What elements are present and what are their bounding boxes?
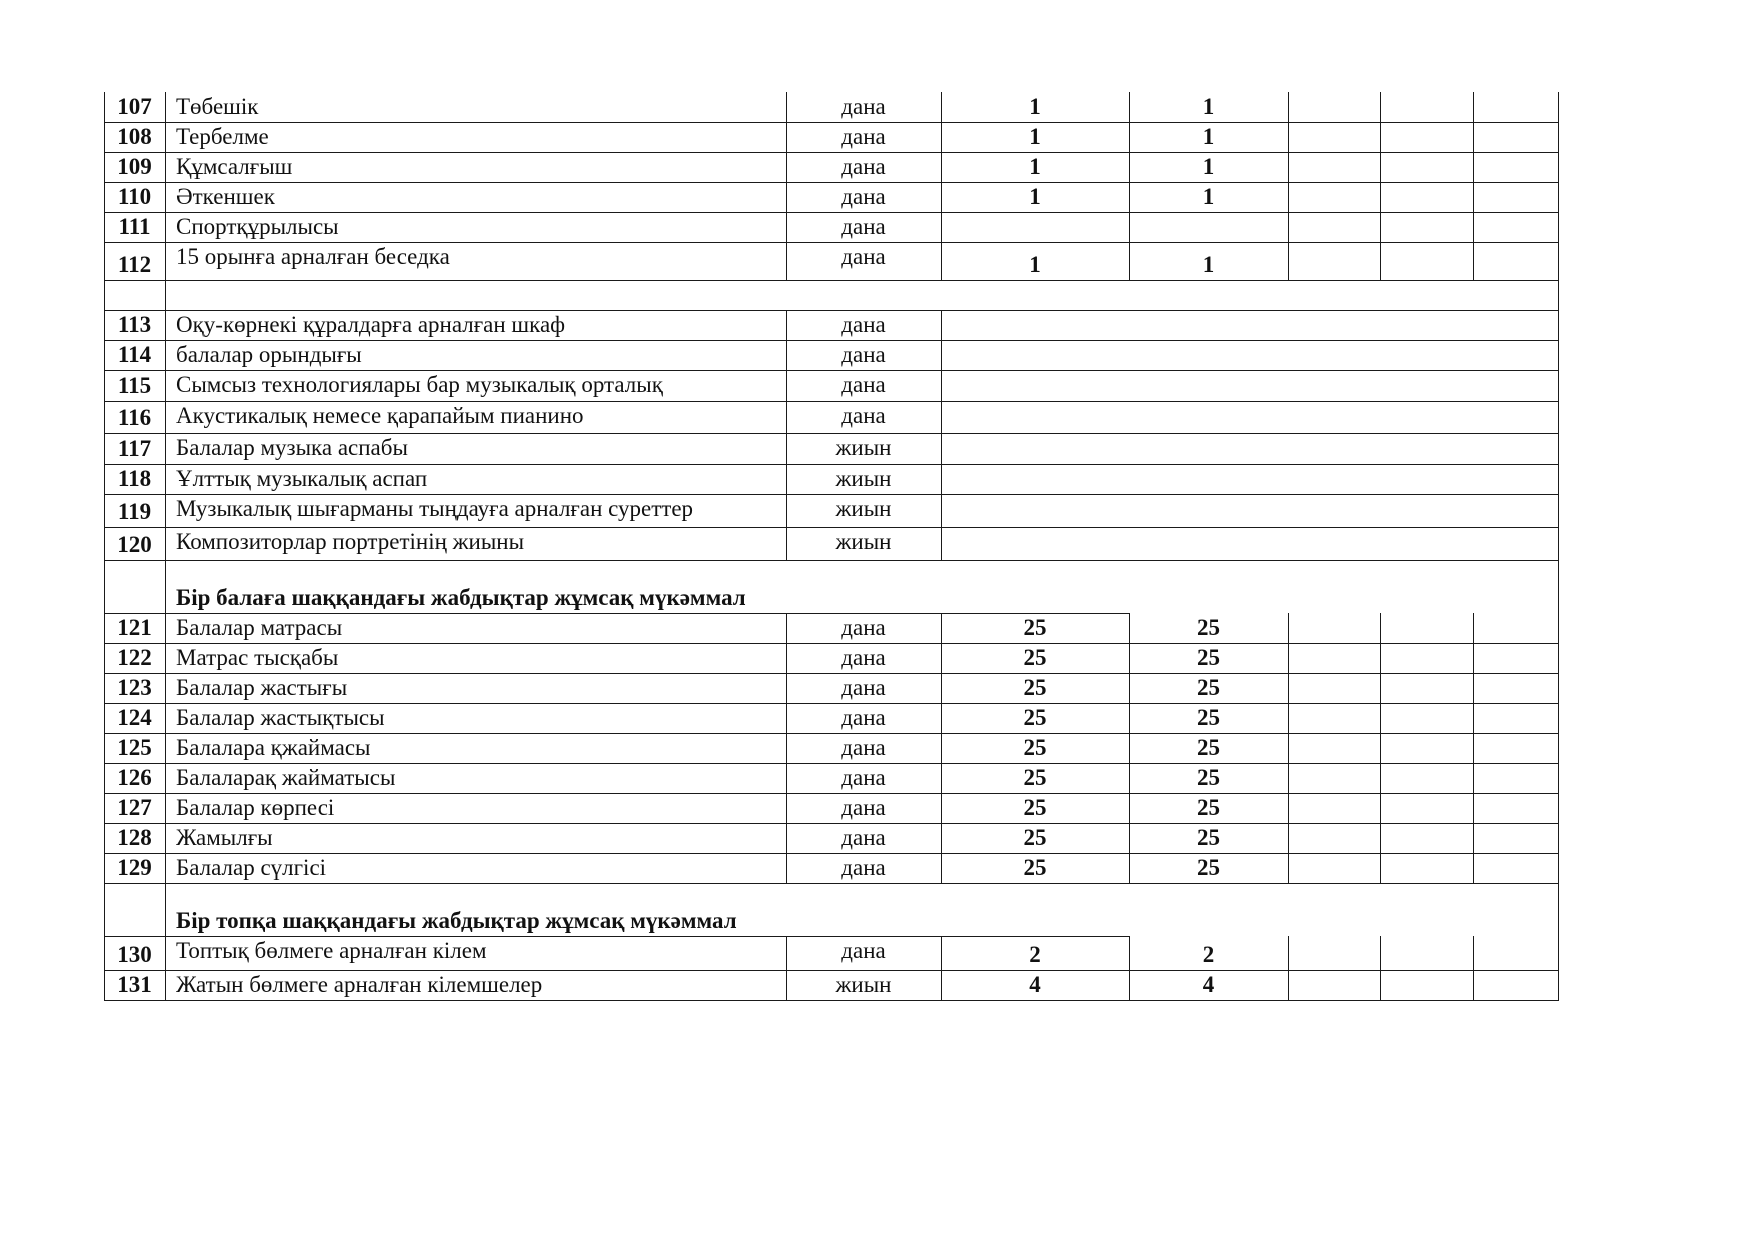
item-unit: дана xyxy=(841,675,886,700)
item-unit: дана xyxy=(841,94,886,119)
quantity-cell: 1 xyxy=(1202,94,1215,119)
column-divider xyxy=(1129,122,1130,152)
item-name: Балаларақ жайматысы xyxy=(176,765,396,790)
column-divider xyxy=(1473,733,1474,763)
column-divider xyxy=(1380,92,1381,122)
item-unit: дана xyxy=(841,312,886,337)
item-name: 15 орынға арналған беседка xyxy=(176,244,450,269)
quantity-cell: 1 xyxy=(1029,124,1041,149)
column-divider xyxy=(786,763,787,793)
quantity-cell: 4 xyxy=(1202,972,1215,997)
column-divider xyxy=(786,703,787,733)
quantity-cell: 1 xyxy=(1202,154,1215,179)
item-name: Балалар жастықтысы xyxy=(176,705,385,730)
column-divider xyxy=(1288,643,1289,673)
column-divider xyxy=(1288,763,1289,793)
column-divider xyxy=(1288,212,1289,242)
column-divider xyxy=(786,122,787,152)
row-number: 125 xyxy=(117,735,152,760)
column-divider xyxy=(1129,152,1130,182)
column-divider xyxy=(1380,793,1381,823)
quantity-cell: 25 xyxy=(1023,645,1047,670)
quantity-cell: 1 xyxy=(1202,184,1215,209)
column-divider xyxy=(1129,936,1130,970)
column-divider xyxy=(1129,763,1130,793)
column-divider xyxy=(1288,703,1289,733)
column-divider xyxy=(1288,970,1289,1000)
quantity-cell: 25 xyxy=(1023,825,1047,850)
quantity-cell: 25 xyxy=(1023,735,1047,760)
row-number: 129 xyxy=(117,855,152,880)
column-divider xyxy=(786,340,787,370)
column-divider xyxy=(1473,643,1474,673)
item-unit: дана xyxy=(841,795,886,820)
column-divider xyxy=(1288,733,1289,763)
column-divider xyxy=(786,433,787,464)
item-unit: дана xyxy=(841,342,886,367)
column-divider xyxy=(786,370,787,401)
quantity-cell: 1 xyxy=(1029,252,1041,277)
row-number: 110 xyxy=(117,184,152,209)
column-divider xyxy=(1380,703,1381,733)
item-unit: дана xyxy=(841,403,886,428)
column-divider xyxy=(786,212,787,242)
column-divider xyxy=(1380,643,1381,673)
row-number: 107 xyxy=(117,94,152,119)
quantity-cell: 1 xyxy=(1029,94,1041,119)
column-divider xyxy=(786,242,787,280)
row-number: 112 xyxy=(117,252,152,277)
item-unit: дана xyxy=(841,938,886,963)
item-unit: жиын xyxy=(835,466,892,491)
column-divider xyxy=(1288,92,1289,122)
column-divider xyxy=(1473,92,1474,122)
column-divider xyxy=(786,793,787,823)
column-divider xyxy=(1380,152,1381,182)
item-unit: жиын xyxy=(835,972,892,997)
row-number: 122 xyxy=(117,645,152,670)
column-divider xyxy=(1288,793,1289,823)
item-name: Балалара қжаймасы xyxy=(176,735,371,760)
column-divider xyxy=(786,970,787,1000)
column-divider xyxy=(786,936,787,970)
quantity-cell xyxy=(941,212,1129,242)
row-number: 123 xyxy=(117,675,152,700)
column-divider xyxy=(786,853,787,883)
column-divider xyxy=(1473,212,1474,242)
column-divider xyxy=(1129,733,1130,763)
column-divider xyxy=(941,401,942,433)
column-divider xyxy=(1288,122,1289,152)
column-divider xyxy=(1473,673,1474,703)
column-divider xyxy=(1288,673,1289,703)
item-unit: дана xyxy=(841,244,886,269)
column-divider xyxy=(1380,182,1381,212)
row-number: 113 xyxy=(117,312,152,337)
item-name: Жамылғы xyxy=(176,825,273,850)
column-divider xyxy=(1129,212,1130,242)
row-number: 126 xyxy=(117,765,152,790)
column-divider xyxy=(786,613,787,643)
quantity-cell: 25 xyxy=(1023,705,1047,730)
item-name: Құмсалғыш xyxy=(176,154,293,179)
column-divider xyxy=(1380,613,1381,643)
column-divider xyxy=(941,527,942,560)
quantity-cell: 25 xyxy=(1197,855,1220,880)
table-border-right xyxy=(1558,92,1559,1000)
column-divider xyxy=(1129,703,1130,733)
column-divider xyxy=(1473,242,1474,280)
item-unit: дана xyxy=(841,154,886,179)
item-name: Балалар жастығы xyxy=(176,675,348,700)
item-name: Тербелме xyxy=(176,124,269,149)
column-divider xyxy=(1473,122,1474,152)
item-name: Акустикалық немесе қарапайым пианино xyxy=(176,403,584,428)
column-divider xyxy=(1288,936,1289,970)
row-number: 128 xyxy=(117,825,152,850)
column-divider xyxy=(1129,613,1130,643)
quantity-cell: 25 xyxy=(1023,615,1047,640)
quantity-cell: 2 xyxy=(1202,942,1215,967)
column-divider xyxy=(786,527,787,560)
column-divider xyxy=(1129,182,1130,212)
column-divider xyxy=(1380,122,1381,152)
column-divider xyxy=(786,673,787,703)
row-number: 131 xyxy=(117,972,152,997)
column-divider xyxy=(786,92,787,122)
item-name: Ұлттық музыкалық аспап xyxy=(176,466,428,491)
column-divider xyxy=(1288,242,1289,280)
row-number: 124 xyxy=(117,705,152,730)
column-divider xyxy=(1129,92,1130,122)
quantity-cell: 2 xyxy=(1029,942,1041,967)
column-divider xyxy=(1473,970,1474,1000)
quantity-cell: 25 xyxy=(1023,675,1047,700)
item-name: Композиторлар портретінің жиыны xyxy=(176,529,525,554)
column-divider xyxy=(1288,613,1289,643)
column-divider xyxy=(1473,793,1474,823)
column-divider xyxy=(1473,182,1474,212)
quantity-cell: 1 xyxy=(1029,184,1041,209)
column-divider xyxy=(1129,823,1130,853)
column-divider xyxy=(941,370,942,401)
item-name: Музыкалық шығарманы тыңдауға арналған суреттер xyxy=(176,496,694,521)
column-divider xyxy=(786,733,787,763)
column-divider xyxy=(786,401,787,433)
row-number: 115 xyxy=(117,373,152,398)
item-name: Оқу-көрнекі құралдарға арналған шкаф xyxy=(176,312,566,337)
column-divider xyxy=(1380,242,1381,280)
row-number: 114 xyxy=(117,342,152,367)
quantity-cell: 25 xyxy=(1197,795,1220,820)
row-number: 118 xyxy=(117,466,152,491)
item-name: Әткеншек xyxy=(176,184,275,209)
item-unit: дана xyxy=(841,705,886,730)
column-divider xyxy=(786,823,787,853)
item-name: Спортқұрылысы xyxy=(176,214,339,239)
row-number: 109 xyxy=(117,154,152,179)
section-heading: Бір балаға шаққандағы жабдықтар жұмсақ мүкәммал xyxy=(176,585,746,610)
item-name: Сымсыз технологиялары бар музыкалық орталық xyxy=(176,372,663,397)
row-border xyxy=(104,280,1559,281)
column-divider xyxy=(786,643,787,673)
column-divider xyxy=(1473,936,1474,970)
column-divider xyxy=(1473,152,1474,182)
column-divider xyxy=(1380,853,1381,883)
column-divider xyxy=(1129,643,1130,673)
item-unit: дана xyxy=(841,372,886,397)
item-unit: жиын xyxy=(835,529,892,554)
column-divider xyxy=(1473,823,1474,853)
row-number: 117 xyxy=(117,436,152,461)
column-divider xyxy=(1129,853,1130,883)
column-divider xyxy=(786,494,787,527)
column-divider xyxy=(941,464,942,494)
item-unit: дана xyxy=(841,124,886,149)
item-unit: дана xyxy=(841,855,886,880)
column-divider xyxy=(1129,793,1130,823)
column-divider xyxy=(786,182,787,212)
column-divider xyxy=(786,152,787,182)
item-unit: дана xyxy=(841,184,886,209)
item-name: Балалар музыка аспабы xyxy=(176,435,408,460)
quantity-cell: 4 xyxy=(1029,972,1041,997)
row-number: 108 xyxy=(117,124,152,149)
column-divider xyxy=(1473,703,1474,733)
quantity-cell: 25 xyxy=(1197,705,1220,730)
column-divider xyxy=(941,494,942,527)
row-number: 111 xyxy=(118,214,151,239)
item-unit: дана xyxy=(841,765,886,790)
column-divider xyxy=(1129,970,1130,1000)
section-heading: Бір топқа шаққандағы жабдықтар жұмсақ мүкәммал xyxy=(176,908,737,933)
table-border-bottom xyxy=(104,1000,1559,1001)
quantity-cell: 25 xyxy=(1197,675,1220,700)
item-unit: дана xyxy=(841,615,886,640)
quantity-cell xyxy=(1129,212,1288,242)
column-divider xyxy=(941,433,942,464)
item-unit: дана xyxy=(841,645,886,670)
row-number: 119 xyxy=(117,499,152,524)
column-divider xyxy=(941,310,942,340)
item-name: Төбешік xyxy=(176,94,259,119)
quantity-cell: 1 xyxy=(1202,252,1215,277)
item-name: Матрас тысқабы xyxy=(176,645,339,670)
column-divider xyxy=(1129,242,1130,280)
quantity-cell: 25 xyxy=(1023,855,1047,880)
item-unit: дана xyxy=(841,214,886,239)
quantity-cell: 25 xyxy=(1197,825,1220,850)
item-unit: дана xyxy=(841,735,886,760)
column-divider xyxy=(786,464,787,494)
item-name: Балалар көрпесі xyxy=(176,795,335,820)
column-divider xyxy=(1288,853,1289,883)
column-divider xyxy=(1380,763,1381,793)
quantity-cell: 25 xyxy=(1197,615,1220,640)
item-name: Балалар сүлгісі xyxy=(176,855,327,880)
row-number: 130 xyxy=(117,942,152,967)
column-divider xyxy=(1473,853,1474,883)
row-number: 116 xyxy=(117,405,152,430)
column-divider xyxy=(1380,823,1381,853)
item-name: Балалар матрасы xyxy=(176,615,343,640)
item-name: балалар орындығы xyxy=(176,342,362,367)
column-divider xyxy=(1380,970,1381,1000)
column-divider xyxy=(1380,212,1381,242)
quantity-cell: 25 xyxy=(1197,735,1220,760)
item-unit: жиын xyxy=(835,496,892,521)
item-name: Топтық бөлмеге арналған кілем xyxy=(176,938,487,963)
column-divider xyxy=(1129,673,1130,703)
column-divider xyxy=(1288,823,1289,853)
row-number: 120 xyxy=(117,532,152,557)
item-unit: дана xyxy=(841,825,886,850)
quantity-cell: 1 xyxy=(1202,124,1215,149)
item-unit: жиын xyxy=(835,435,892,460)
row-number: 127 xyxy=(117,795,152,820)
quantity-cell: 25 xyxy=(1197,645,1220,670)
column-divider xyxy=(1380,936,1381,970)
column-divider xyxy=(1288,182,1289,212)
row-number: 121 xyxy=(117,615,152,640)
quantity-cell: 1 xyxy=(1029,154,1041,179)
quantity-cell: 25 xyxy=(1023,765,1047,790)
column-divider xyxy=(1288,152,1289,182)
column-divider xyxy=(941,340,942,370)
column-divider xyxy=(1473,763,1474,793)
column-divider xyxy=(1380,733,1381,763)
quantity-cell: 25 xyxy=(1197,765,1220,790)
column-divider xyxy=(1473,613,1474,643)
column-divider xyxy=(1380,673,1381,703)
quantity-cell: 25 xyxy=(1023,795,1047,820)
column-divider xyxy=(786,310,787,340)
item-name: Жатын бөлмеге арналған кілемшелер xyxy=(176,972,543,997)
